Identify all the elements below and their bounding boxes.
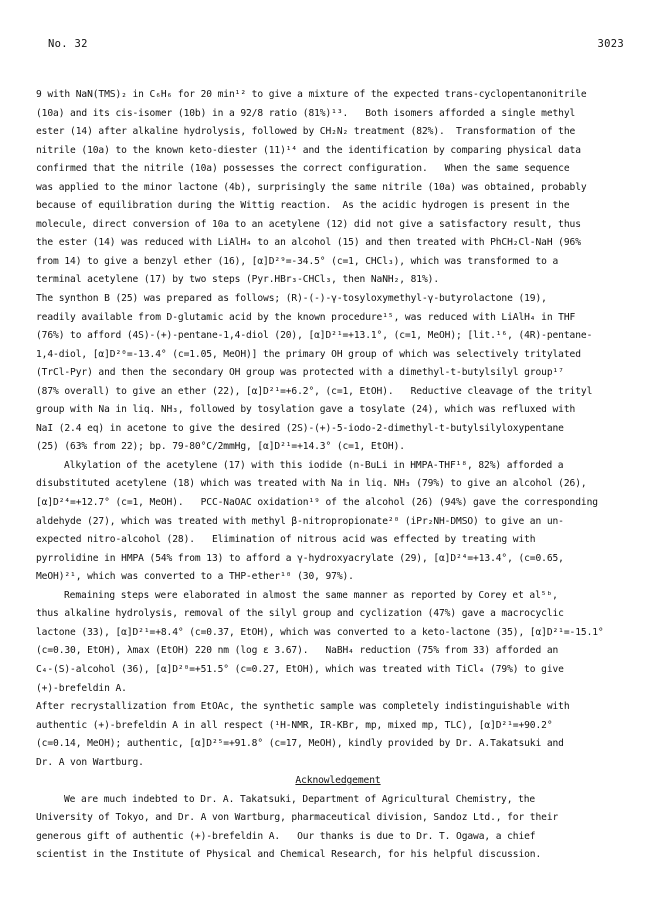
text-line: C₄-(S)-alcohol (36), [α]D²⁰=+51.5° (c=0.27, EtOH), which was treated with TiCl₄ (79%) to give xyxy=(36,663,564,675)
text-line: group with Na in liq. NH₃, followed by tosylation gave a tosylate (24), which was refluxed with xyxy=(36,404,576,416)
text-line: because of equilibration during the Wittig reaction. As the acidic hydrogen is present in the xyxy=(36,200,570,212)
text-line: scientist in the Institute of Physical and Chemical Research, for his helpful discussion. xyxy=(36,849,542,861)
text-line: We are much indebted to Dr. A. Takatsuki, Department of Agricultural Chemistry, the xyxy=(64,793,536,805)
text-line: After recrystallization from EtOAc, the synthetic sample was completely indistinguishable with xyxy=(36,701,570,713)
text-line: 9 with NaN(TMS)₂ in C₆H₆ for 20 min¹² to give a mixture of the expected trans-cyclopentanonitrile xyxy=(36,89,587,100)
text-line: (c=0.14, MeOH); authentic, [α]D²⁵=+91.8° (c=17, MeOH), kindly provided by Dr. A.Takatsuki and xyxy=(36,738,564,750)
text-line: The synthon B (25) was prepared as follows; (R)-(-)-γ-tosyloxymethyl-γ-butyrolactone (19), xyxy=(36,293,547,305)
text-line: (c=0.30, EtOH), λmax (EtOH) 220 nm (log ε 3.67). NaBH₄ reduction (75% from 33) afforded an xyxy=(36,645,559,657)
text-line: Dr. A von Wartburg. xyxy=(36,756,144,768)
page-number: 3023 xyxy=(597,38,624,50)
text-line: (10a) and its cis-isomer (10b) in a 92/8 ratio (81%)¹³. Both isomers afforded a single methyl xyxy=(36,107,576,119)
text-line: nitrile (10a) to the known keto-diester (11)¹⁴ and the identification by comparing physical data xyxy=(36,144,581,156)
text-line: the ester (14) was reduced with LiAlH₄ to an alcohol (15) and then treated with PhCH₂Cl-NaH (96% xyxy=(36,237,581,249)
acknowledgement-heading: Acknowledgement xyxy=(295,775,381,787)
text-line: Alkylation of the acetylene (17) with this iodide (n-BuLi in HMPA-THF¹⁸, 82%) afforded a xyxy=(64,459,564,471)
text-line: readily available from D-glutamic acid by the known procedure¹⁵, was reduced with LiAlH₄ in THF xyxy=(36,311,576,323)
text-line: from 14) to give a benzyl ether (16), [α]D²⁹=-34.5° (c=1, CHCl₃), which was transformed to a xyxy=(36,255,559,267)
text-line: thus alkaline hydrolysis, removal of the silyl group and cyclization (47%) gave a macrocyclic xyxy=(36,608,564,620)
text-line: was applied to the minor lactone (4b), surprisingly the same nitrile (10a) was obtained, probably xyxy=(36,181,587,193)
text-line: expected nitro-alcohol (28). Elimination of nitrous acid was effected by treating with xyxy=(36,534,536,546)
text-line: generous gift of authentic (+)-brefeldin A. Our thanks is due to Dr. T. Ogawa, a chief xyxy=(36,830,536,842)
text-line: ester (14) after alkaline hydrolysis, followed by CH₂N₂ treatment (82%). Transformation of the xyxy=(36,126,576,138)
text-line: (25) (63% from 22); bp. 79-80°C/2mmHg, [α]D²¹=+14.3° (c=1, EtOH). xyxy=(36,441,405,453)
text-line: Remaining steps were elaborated in almost the same manner as reported by Corey et al⁵ᵇ, xyxy=(64,589,558,601)
text-line: molecule, direct conversion of 10a to an acetylene (12) did not give a satisfactory result, thus xyxy=(36,218,581,230)
text-line: (76%) to afford (4S)-(+)-pentane-1,4-diol (20), [α]D²¹=+13.1°, (c=1, MeOH); [lit.¹⁶, (4R)-pentane- xyxy=(36,330,593,342)
text-line: MeOH)²¹, which was converted to a THP-ether¹⁰ (30, 97%). xyxy=(36,571,354,583)
text-line: (+)-brefeldin A. xyxy=(36,682,127,694)
text-line: [α]D²⁴=+12.7° (c=1, MeOH). PCC-NaOAC oxidation¹⁹ of the alcohol (26) (94%) gave the corresponding xyxy=(36,497,598,509)
text-line: aldehyde (27), which was treated with methyl β-nitropropionate²⁰ (iPr₂NH-DMSO) to give an un- xyxy=(36,515,564,527)
text-line: disubstituted acetylene (18) which was treated with Na in liq. NH₃ (79%) to give an alcohol (26), xyxy=(36,478,587,490)
text-line: NaI (2.4 eq) in acetone to give the desired (2S)-(+)-5-iodo-2-dimethyl-t-butylsilyloxypentane xyxy=(36,422,564,434)
text-line: lactone (33), [α]D²¹=+8.4° (c=0.37, EtOH), which was converted to a keto-lactone (35), [α]D²¹=-15.1° xyxy=(36,626,604,638)
text-line: authentic (+)-brefeldin A in all respect (¹H-NMR, IR-KBr, mp, mixed mp, TLC), [α]D²¹=+90.2° xyxy=(36,719,553,731)
text-line: pyrrolidine in HMPA (54% from 13) to afford a γ-hydroxyacrylate (29), [α]D²⁴=+13.4°, (c=0.65, xyxy=(36,552,564,564)
text-line: 1,4-diol, [α]D²⁰=-13.4° (c=1.05, MeOH)] the primary OH group of which was selectively tritylated xyxy=(36,348,581,360)
text-line: (TrCl-Pyr) and then the secondary OH group was protected with a dimethyl-t-butylsilyl group¹⁷ xyxy=(36,367,564,379)
text-line: terminal acetylene (17) by two steps (Pyr.HBr₃-CHCl₃, then NaNH₂, 81%). xyxy=(36,274,439,286)
text-line: confirmed that the nitrile (10a) possesses the correct configuration. When the same sequence xyxy=(36,163,570,175)
text-line: University of Tokyo, and Dr. A von Wartburg, pharmaceutical division, Sandoz Ltd., for their xyxy=(36,812,559,824)
issue-number: No. 32 xyxy=(48,38,88,50)
text-line: (87% overall) to give an ether (22), [α]D²¹=+6.2°, (c=1, EtOH). Reductive cleavage of the trityl xyxy=(36,385,593,397)
article-body xyxy=(36,86,640,865)
